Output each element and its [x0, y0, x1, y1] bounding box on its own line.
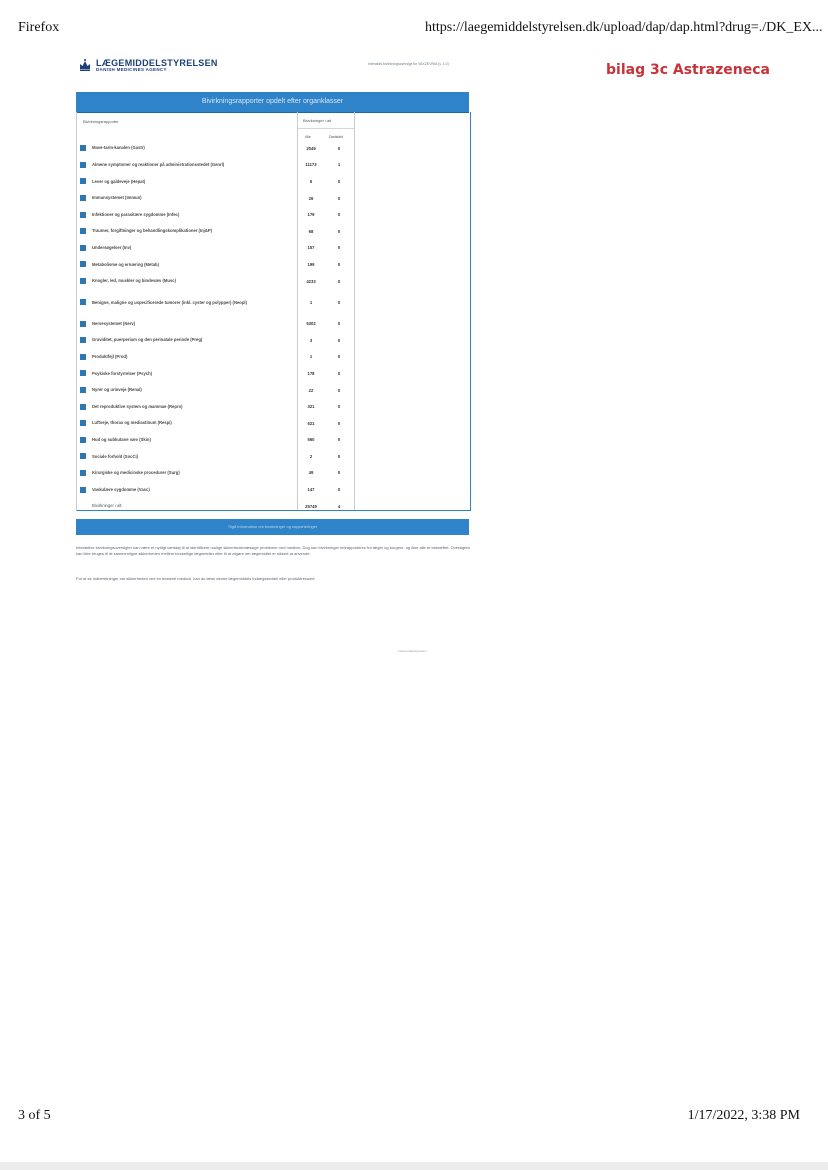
table-body — [77, 140, 354, 514]
table-row[interactable] — [77, 190, 354, 207]
count-all: 1 — [309, 354, 313, 360]
category-color-swatch — [80, 278, 86, 284]
table-total-row — [77, 498, 354, 515]
organ-class-label: Nyrer og urinveje (Renal) — [92, 387, 142, 393]
print-footer-datetime: 1/17/2022, 3:38 PM — [687, 1108, 800, 1123]
category-color-swatch — [80, 437, 86, 443]
count-fatal: 0 — [337, 299, 341, 305]
table-row[interactable] — [77, 256, 354, 273]
table-row[interactable] — [77, 289, 354, 315]
stamp-label: bilag 3c Astrazeneca — [606, 62, 770, 78]
count-fatal: 0 — [337, 261, 341, 267]
count-all: 2 — [309, 453, 313, 459]
category-color-swatch — [80, 354, 86, 360]
category-color-swatch — [80, 453, 86, 459]
count-all: 2049 — [306, 145, 316, 151]
organ-class-label: Benigne, maligne og uspecificerede tumorer (inkl. cyster og polypper) (Neopl) — [92, 299, 247, 305]
count-fatal: 0 — [337, 178, 341, 184]
category-color-swatch — [80, 178, 86, 184]
info-banner[interactable]: Tilgå information om bivirkninger og rapporteringer — [76, 519, 469, 535]
total-label: Bivirkninger i alt — [92, 503, 122, 509]
count-fatal: 0 — [337, 245, 341, 251]
count-all: 521 — [307, 420, 315, 426]
print-header-url[interactable]: https://laegemiddelstyrelsen.dk/upload/dap/dap.html?drug=./DK_EX... — [425, 20, 823, 35]
category-color-swatch — [80, 370, 86, 376]
organ-class-label: Mave-tarm-kanalen (Gastr) — [92, 145, 145, 151]
table-row[interactable] — [77, 432, 354, 449]
table-row[interactable] — [77, 481, 354, 498]
table-row[interactable] — [77, 173, 354, 190]
total-fatal: 4 — [337, 503, 341, 509]
count-all: 147 — [307, 487, 315, 493]
table-row[interactable] — [77, 206, 354, 223]
category-color-swatch — [80, 404, 86, 410]
organ-class-label: Graviditet, puerperium og den perinatale periode (Preg) — [92, 337, 203, 343]
organ-class-label: Vaskulære sygdomme (Vasc) — [92, 486, 150, 492]
agency-logo — [78, 58, 218, 72]
table-row[interactable] — [77, 465, 354, 482]
total-all: 25749 — [305, 503, 317, 509]
count-all: 49 — [308, 470, 314, 476]
organ-class-label: Sociale forhold (SocCi) — [92, 453, 139, 459]
table-row[interactable] — [77, 140, 354, 157]
organ-class-label: Traumer, forgiftninger og behandlingskomplikationer (Inj&P) — [92, 228, 213, 234]
category-color-swatch — [80, 470, 86, 476]
count-fatal: 0 — [337, 321, 341, 327]
print-footer-page: 3 of 5 — [18, 1108, 51, 1123]
category-color-swatch — [80, 162, 86, 168]
count-all: 199 — [307, 261, 315, 267]
table-row[interactable] — [77, 332, 354, 349]
table-left-header: Bivirkningsrapporter — [83, 119, 119, 124]
table-row[interactable] — [77, 415, 354, 432]
organ-class-label: Infektioner og parasitære sygdomme (Infec) — [92, 211, 180, 217]
category-color-swatch — [80, 145, 86, 151]
table-row[interactable] — [77, 349, 354, 366]
count-all: 179 — [307, 212, 315, 218]
organ-class-label: Metabolisme og ernæring (Metab) — [92, 261, 160, 267]
count-fatal: 0 — [337, 278, 341, 284]
table-banner: Bivirkningsrapporter opdelt efter organklasser — [76, 92, 469, 113]
organ-class-label: Kirurgiske og medicinske procedurer (Surg) — [92, 470, 180, 476]
logo-subtitle: DANISH MEDICINES AGENCY — [96, 66, 167, 72]
table-row[interactable] — [77, 365, 354, 382]
count-fatal: 0 — [337, 212, 341, 218]
count-all: 3 — [309, 337, 313, 343]
category-color-swatch — [80, 195, 86, 201]
crown-icon — [78, 58, 92, 72]
organ-class-label: Det reproduktive system og mammae (Repro) — [92, 403, 183, 409]
organ-class-label: Psykiske forstyrrelser (Psych) — [92, 370, 153, 376]
count-fatal: 0 — [337, 354, 341, 360]
category-color-swatch — [80, 228, 86, 234]
count-fatal: 0 — [337, 145, 341, 151]
category-color-swatch — [80, 420, 86, 426]
count-all: 5 — [309, 178, 313, 184]
table-row[interactable] — [77, 315, 354, 332]
disclaimer-paragraph: Interaktive bivirkningsoversigter kan være et nyttigt værktøj til at identificere mulige sikkerhedsmæssige problemer ved medicin. Dog kan bivirkninger indrapporteres fra læger og borgere, og ikke alle er bekræftet. Oversigten kan ikke bruges til at sammenligne sikkerheden mellem forskellige lægemidler eller til at afgøre om lægemidlet er sikkert at anvende. — [76, 545, 470, 557]
category-color-swatch — [80, 245, 86, 251]
print-header-browser: Firefox — [18, 20, 60, 35]
organ-class-label: Luftveje, thorax og mediastinum (Respi) — [92, 420, 172, 426]
count-fatal: 0 — [337, 453, 341, 459]
organ-class-label: Nervesystemet (Nerv) — [92, 320, 136, 326]
logo-name: LÆGEMIDDELSTYRELSEN — [96, 57, 218, 68]
count-fatal: 0 — [337, 195, 341, 201]
table-row[interactable] — [77, 157, 354, 174]
table-header-fatal: Dødsfald — [329, 135, 344, 139]
table-header-all: Alle — [305, 135, 311, 139]
count-all: 22 — [308, 387, 314, 393]
table-row[interactable] — [77, 398, 354, 415]
organ-class-label: Almene symptomer og reaktioner på administrationsstedet (Genrl) — [92, 162, 225, 168]
count-fatal: 0 — [337, 420, 341, 426]
count-all: 26 — [308, 195, 314, 201]
count-fatal: 0 — [337, 487, 341, 493]
organ-class-label: Hud og subkutane væv (Skin) — [92, 436, 151, 442]
category-color-swatch — [80, 387, 86, 393]
count-fatal: 0 — [337, 404, 341, 410]
table-group-header: Bivirkninger i alt — [303, 118, 332, 123]
organ-class-label: Undersøgelser (Inv) — [92, 245, 132, 251]
organ-class-label: Produktfejl (Prod) — [92, 353, 128, 359]
count-all: 11173 — [305, 162, 317, 168]
count-fatal: 1 — [337, 162, 341, 168]
count-all: 1 — [309, 299, 313, 305]
count-fatal: 0 — [337, 228, 341, 234]
table-row[interactable] — [77, 240, 354, 257]
category-color-swatch — [80, 487, 86, 493]
organ-class-label: Lever og galdeveje (Hepat) — [92, 178, 146, 184]
top-right-note: Interaktiv bivirkningsoversigt for VAXZEVRIA (v. 1.0) — [368, 62, 449, 66]
count-all: 321 — [307, 404, 315, 410]
category-color-swatch — [80, 261, 86, 267]
count-all: 4233 — [306, 278, 316, 284]
organ-class-label: Immunsystemet (Immun) — [92, 195, 142, 201]
table-row[interactable] — [77, 382, 354, 399]
organ-class-table — [76, 112, 471, 511]
category-color-swatch — [80, 299, 86, 305]
count-all: 560 — [307, 437, 315, 443]
category-color-swatch — [80, 321, 86, 327]
count-all: 178 — [307, 370, 315, 376]
count-all: 157 — [307, 245, 315, 251]
bottom-strip — [0, 1162, 828, 1170]
info-paragraph: For at se indberetninger om sikkerheden ved en bestemt medicin, kan du læse denne lægemiddels indlægsseddel eller produktresumé. — [76, 576, 316, 581]
table-row[interactable] — [77, 223, 354, 240]
table-row[interactable] — [77, 448, 354, 465]
category-color-swatch — [80, 212, 86, 218]
count-all: 68 — [308, 228, 314, 234]
organ-class-label: Knogler, led, muskler og bindevæv (Musc) — [92, 278, 176, 284]
category-color-swatch — [80, 337, 86, 343]
count-fatal: 0 — [337, 387, 341, 393]
count-fatal: 0 — [337, 337, 341, 343]
count-fatal: 0 — [337, 370, 341, 376]
center-note: Lægemiddelstyrelsen — [398, 649, 427, 653]
count-fatal: 0 — [337, 470, 341, 476]
count-fatal: 0 — [337, 437, 341, 443]
count-all: 5302 — [306, 321, 316, 327]
table-row[interactable] — [77, 273, 354, 290]
